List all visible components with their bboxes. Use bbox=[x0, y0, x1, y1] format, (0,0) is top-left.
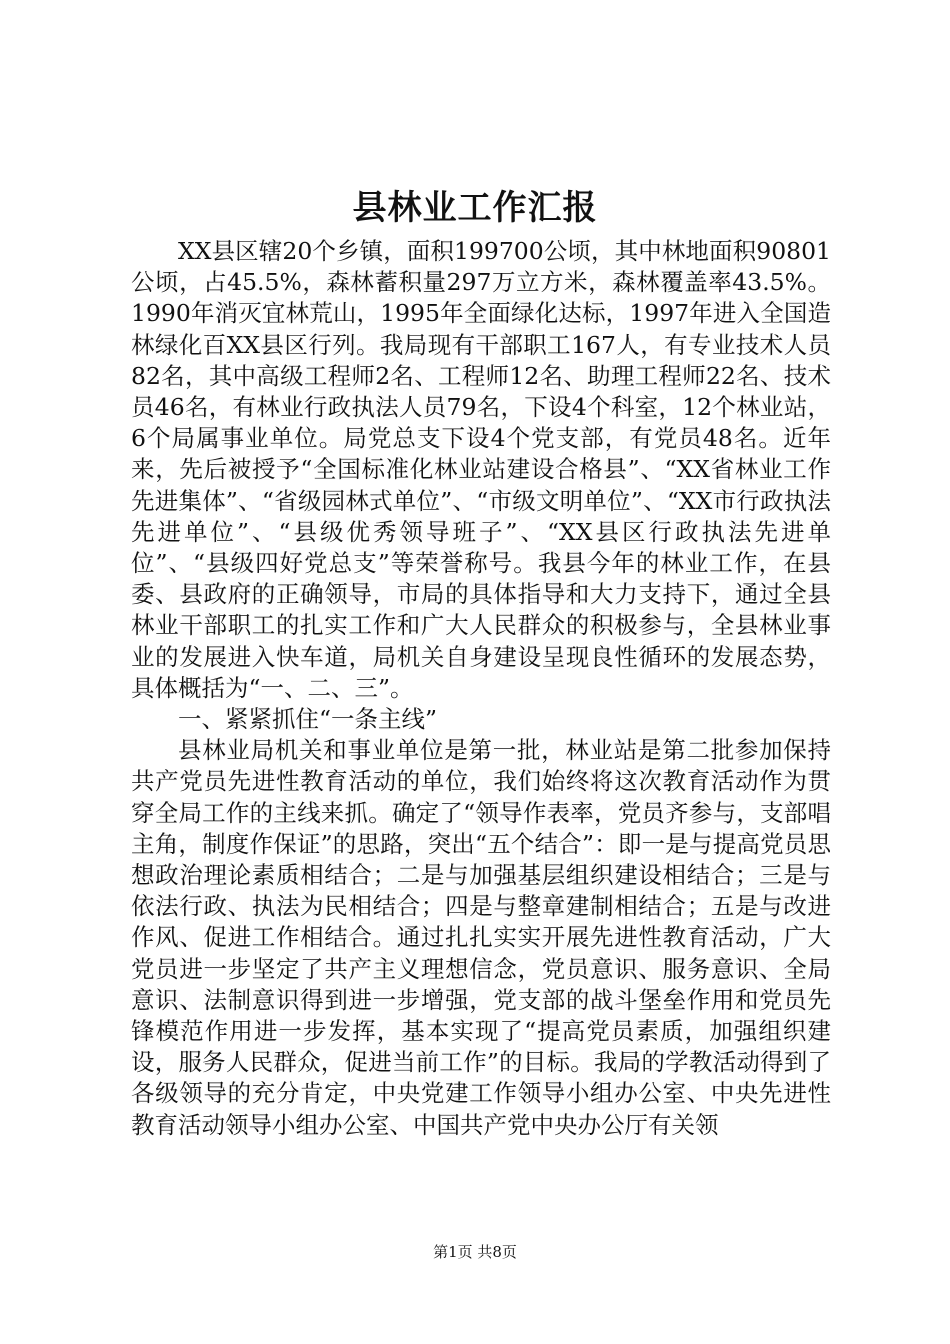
intro-paragraph: XX县区辖20个乡镇，面积199700公顷，其中林地面积90801公顷，占45.5%，森林蓄积量297万立方米，森林覆盖率43.5%。1990年消灭宜林荒山，1995年全面绿化达标，1997年进入全国造林绿化百XX县区行列。我局现有干部职工167人，有专业技术人员82名，其中高级工程师2名、工程师12名、助理工程师22名、技术员46名，有林业行政执法人员79名，下设4个科室，12个林业站，6个局属事业单位。局党总支下设4个党支部，有党员48名。近年来，先后被授予“全国标准化林业站建设合格县”、“XX省林业工作先进集体”、“省级园林式单位”、“市级文明单位”、“XX市行政执法先进单位”、“县级优秀领导班子”、“XX县区行政执法先进单位”、“县级四好党总支”等荣誉称号。我县今年的林业工作，在县委、县政府的正确领导，市局的具体指导和大力支持下，通过全县林业干部职工的扎实工作和广大人民群众的积极参与，全县林业事业的发展进入快车道，局机关自身建设呈现良性循环的发展态势，具体概括为“一、二、三”。 bbox=[131, 237, 831, 702]
document-body bbox=[131, 236, 831, 1141]
page-footer: 第1页 共8页 bbox=[433, 1243, 517, 1261]
section-heading: 一、紧紧抓住“一条主线” bbox=[178, 705, 438, 734]
section-paragraph: 县林业局机关和事业单位是第一批，林业站是第二批参加保持共产党员先进性教育活动的单位，我们始终将这次教育活动作为贯穿全局工作的主线来抓。确定了“领导作表率，党员齐参与，支部唱主角，制度作保证”的思路，突出“五个结合”：即一是与提高党员思想政治理论素质相结合；二是与加强基层组织建设相结合；三是与依法行政、执法为民相结合；四是与整章建制相结合；五是与改进作风、促进工作相结合。通过扎扎实实开展先进性教育活动，广大党员进一步坚定了共产主义理想信念，党员意识、服务意识、全局意识、法制意识得到进一步增强，党支部的战斗堡垒作用和党员先锋模范作用进一步发挥，基本实现了“提高党员素质，加强组织建设，服务人民群众，促进当前工作”的目标。我局的学教活动得到了各级领导的充分肯定，中央党建工作领导小组办公室、中央先进性教育活动领导小组办公室、中国共产党中央办公厅有关领 bbox=[131, 736, 831, 1139]
document-title: 县林业工作汇报 bbox=[352, 188, 598, 228]
